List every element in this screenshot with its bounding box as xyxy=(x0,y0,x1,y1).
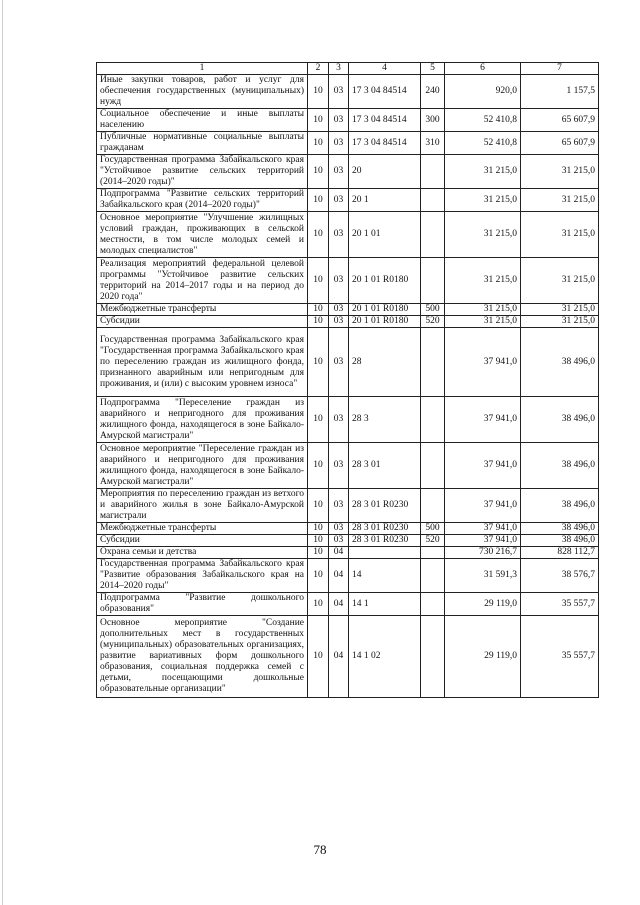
row-subsection: 03 xyxy=(329,535,349,547)
row-section: 10 xyxy=(308,547,329,559)
row-target-code: 28 3 01 xyxy=(349,443,421,489)
page-number: 78 xyxy=(313,842,327,857)
table-row xyxy=(97,316,599,328)
row-expense-type xyxy=(421,155,445,189)
row-section: 10 xyxy=(308,616,329,698)
row-amount-year2: 828 112,7 xyxy=(521,547,599,559)
row-expense-type xyxy=(421,443,445,489)
header-col-6: 6 xyxy=(445,63,521,75)
row-target-code: 20 xyxy=(349,155,421,189)
row-subsection: 03 xyxy=(329,304,349,316)
row-target-code: 28 3 01 R0230 xyxy=(349,523,421,535)
row-name: Субсидии xyxy=(97,316,308,328)
row-section: 10 xyxy=(308,489,329,523)
row-target-code: 28 3 xyxy=(349,397,421,443)
table-row xyxy=(97,189,599,212)
row-amount-year1: 31 591,3 xyxy=(445,559,521,593)
row-amount-year1: 37 941,0 xyxy=(445,443,521,489)
row-section: 10 xyxy=(308,443,329,489)
header-col-4: 4 xyxy=(349,63,421,75)
row-subsection: 03 xyxy=(329,397,349,443)
row-amount-year1: 52 410,8 xyxy=(445,132,521,155)
row-subsection: 03 xyxy=(329,132,349,155)
row-name: Межбюджетные трансферты xyxy=(97,304,308,316)
row-target-code: 28 xyxy=(349,328,421,397)
header-col-2: 2 xyxy=(308,63,329,75)
row-section: 10 xyxy=(308,328,329,397)
row-section: 10 xyxy=(308,397,329,443)
row-amount-year1: 730 216,7 xyxy=(445,547,521,559)
row-subsection: 03 xyxy=(329,316,349,328)
table-row xyxy=(97,109,599,132)
row-amount-year2: 38 496,0 xyxy=(521,523,599,535)
table-row xyxy=(97,212,599,258)
row-amount-year2: 1 157,5 xyxy=(521,75,599,109)
row-expense-type xyxy=(421,489,445,523)
row-name: Охрана семьи и детства xyxy=(97,547,308,559)
row-subsection: 04 xyxy=(329,616,349,698)
row-expense-type xyxy=(421,593,445,616)
row-expense-type: 520 xyxy=(421,316,445,328)
row-target-code: 28 3 01 R0230 xyxy=(349,489,421,523)
row-amount-year2: 31 215,0 xyxy=(521,212,599,258)
row-amount-year2: 31 215,0 xyxy=(521,304,599,316)
row-target-code: 14 1 02 xyxy=(349,616,421,698)
row-section: 10 xyxy=(308,316,329,328)
row-amount-year1: 37 941,0 xyxy=(445,535,521,547)
header-col-3: 3 xyxy=(329,63,349,75)
row-section: 10 xyxy=(308,75,329,109)
table-row xyxy=(97,328,599,397)
table-row xyxy=(97,547,599,559)
row-expense-type xyxy=(421,397,445,443)
row-name: Подпрограмма "Переселение граждан из аварийного и непригодного для проживания жилищного фонда, находящегося в зоне Байкало-Амурской магистрали" xyxy=(97,397,308,443)
row-expense-type: 310 xyxy=(421,132,445,155)
row-target-code: 28 3 01 R0230 xyxy=(349,535,421,547)
row-section: 10 xyxy=(308,155,329,189)
row-amount-year1: 37 941,0 xyxy=(445,397,521,443)
row-subsection: 03 xyxy=(329,328,349,397)
row-name: Государственная программа Забайкальского края "Устойчивое развитие сельских территорий (2014–2020 годы)" xyxy=(97,155,308,189)
row-subsection: 04 xyxy=(329,559,349,593)
table-body xyxy=(97,75,599,698)
row-section: 10 xyxy=(308,304,329,316)
row-name: Основное мероприятие "Переселение граждан из аварийного и непригодного для проживания жилищного фонда, находящегося в зоне Байкало-Амурской магистрали" xyxy=(97,443,308,489)
row-subsection: 03 xyxy=(329,75,349,109)
table-row xyxy=(97,75,599,109)
row-subsection: 03 xyxy=(329,212,349,258)
row-expense-type xyxy=(421,258,445,304)
row-amount-year1: 31 215,0 xyxy=(445,212,521,258)
row-target-code: 14 1 xyxy=(349,593,421,616)
row-name: Социальное обеспечение и иные выплаты населению xyxy=(97,109,308,132)
row-name: Мероприятия по переселению граждан из ветхого и аварийного жилья в зоне Байкало-Амурской магистрали xyxy=(97,489,308,523)
table-row xyxy=(97,593,599,616)
row-name: Субсидии xyxy=(97,535,308,547)
row-section: 10 xyxy=(308,523,329,535)
row-expense-type: 300 xyxy=(421,109,445,132)
row-amount-year2: 38 576,7 xyxy=(521,559,599,593)
row-name: Подпрограмма "Развитие дошкольного образования" xyxy=(97,593,308,616)
table-row xyxy=(97,258,599,304)
row-target-code xyxy=(349,547,421,559)
row-amount-year1: 31 215,0 xyxy=(445,155,521,189)
row-amount-year1: 37 941,0 xyxy=(445,523,521,535)
row-subsection: 04 xyxy=(329,593,349,616)
row-section: 10 xyxy=(308,593,329,616)
table-row xyxy=(97,559,599,593)
header-col-1: 1 xyxy=(97,63,308,75)
table-row xyxy=(97,397,599,443)
row-expense-type xyxy=(421,212,445,258)
row-subsection: 03 xyxy=(329,155,349,189)
row-expense-type: 520 xyxy=(421,535,445,547)
table-row xyxy=(97,535,599,547)
row-section: 10 xyxy=(308,189,329,212)
row-target-code: 17 3 04 84514 xyxy=(349,132,421,155)
row-name: Государственная программа Забайкальского края "Государственная программа Забайкальского края по переселению граждан из жилищного фонда, признанного аварийным или непригодным для проживания, и (или) с высоким уровнем износа" xyxy=(97,328,308,397)
row-amount-year2: 31 215,0 xyxy=(521,316,599,328)
row-expense-type: 500 xyxy=(421,523,445,535)
row-amount-year1: 31 215,0 xyxy=(445,189,521,212)
row-amount-year1: 31 215,0 xyxy=(445,304,521,316)
row-amount-year2: 65 607,9 xyxy=(521,109,599,132)
budget-table xyxy=(96,62,599,698)
row-subsection: 03 xyxy=(329,489,349,523)
row-subsection: 03 xyxy=(329,109,349,132)
row-subsection: 04 xyxy=(329,547,349,559)
row-amount-year2: 38 496,0 xyxy=(521,535,599,547)
row-section: 10 xyxy=(308,132,329,155)
row-amount-year1: 31 215,0 xyxy=(445,258,521,304)
row-expense-type xyxy=(421,616,445,698)
table-row xyxy=(97,489,599,523)
row-name: Межбюджетные трансферты xyxy=(97,523,308,535)
row-section: 10 xyxy=(308,559,329,593)
row-target-code: 17 3 04 84514 xyxy=(349,109,421,132)
row-section: 10 xyxy=(308,109,329,132)
row-name: Публичные нормативные социальные выплаты гражданам xyxy=(97,132,308,155)
row-amount-year2: 31 215,0 xyxy=(521,155,599,189)
table-row xyxy=(97,304,599,316)
row-amount-year1: 37 941,0 xyxy=(445,328,521,397)
row-amount-year2: 38 496,0 xyxy=(521,489,599,523)
row-subsection: 03 xyxy=(329,523,349,535)
row-target-code: 20 1 01 R0180 xyxy=(349,258,421,304)
table-row xyxy=(97,523,599,535)
row-amount-year2: 65 607,9 xyxy=(521,132,599,155)
row-amount-year2: 38 496,0 xyxy=(521,397,599,443)
row-expense-type xyxy=(421,547,445,559)
row-target-code: 20 1 01 xyxy=(349,212,421,258)
row-section: 10 xyxy=(308,535,329,547)
row-expense-type xyxy=(421,189,445,212)
row-subsection: 03 xyxy=(329,443,349,489)
row-section: 10 xyxy=(308,212,329,258)
row-name: Основное мероприятие "Создание дополнительных мест в государственных (муниципальных) образовательных организациях, развитие вариативных форм дошкольного образования, социальная поддержка семей с детьми, посещающими дошкольные образовательные организации" xyxy=(97,616,308,698)
table-row xyxy=(97,616,599,698)
row-amount-year2: 38 496,0 xyxy=(521,328,599,397)
row-subsection: 03 xyxy=(329,189,349,212)
row-expense-type: 500 xyxy=(421,304,445,316)
row-subsection: 03 xyxy=(329,258,349,304)
row-target-code: 17 3 04 84514 xyxy=(349,75,421,109)
row-amount-year1: 31 215,0 xyxy=(445,316,521,328)
row-target-code: 14 xyxy=(349,559,421,593)
row-name: Подпрограмма "Развитие сельских территорий Забайкальского края (2014–2020 годы)" xyxy=(97,189,308,212)
table-row xyxy=(97,155,599,189)
row-amount-year1: 37 941,0 xyxy=(445,489,521,523)
row-amount-year1: 29 119,0 xyxy=(445,593,521,616)
row-expense-type: 240 xyxy=(421,75,445,109)
row-section: 10 xyxy=(308,258,329,304)
row-name: Иные закупки товаров, работ и услуг для обеспечения государственных (муниципальных) нужд xyxy=(97,75,308,109)
row-amount-year1: 52 410,8 xyxy=(445,109,521,132)
row-target-code: 20 1 01 R0180 xyxy=(349,316,421,328)
header-col-7: 7 xyxy=(521,63,599,75)
row-amount-year2: 35 557,7 xyxy=(521,593,599,616)
table-row xyxy=(97,132,599,155)
header-col-5: 5 xyxy=(421,63,445,75)
row-name: Государственная программа Забайкальского края "Развитие образования Забайкальского края на 2014–2020 годы" xyxy=(97,559,308,593)
row-name: Реализация мероприятий федеральной целевой программы "Устойчивое развитие сельских территорий на 2014–2017 годы и на период до 2020 года" xyxy=(97,258,308,304)
row-target-code: 20 1 xyxy=(349,189,421,212)
table-header-row xyxy=(97,63,599,75)
row-amount-year2: 31 215,0 xyxy=(521,189,599,212)
row-amount-year2: 35 557,7 xyxy=(521,616,599,698)
page-edge-line xyxy=(2,0,3,905)
row-amount-year2: 38 496,0 xyxy=(521,443,599,489)
row-amount-year2: 31 215,0 xyxy=(521,258,599,304)
row-expense-type xyxy=(421,328,445,397)
row-name: Основное мероприятие "Улучшение жилищных условий граждан, проживающих в сельской местности, в том числе молодых семей и молодых специалистов" xyxy=(97,212,308,258)
row-amount-year1: 920,0 xyxy=(445,75,521,109)
row-amount-year1: 29 119,0 xyxy=(445,616,521,698)
table-row xyxy=(97,443,599,489)
row-expense-type xyxy=(421,559,445,593)
row-target-code: 20 1 01 R0180 xyxy=(349,304,421,316)
